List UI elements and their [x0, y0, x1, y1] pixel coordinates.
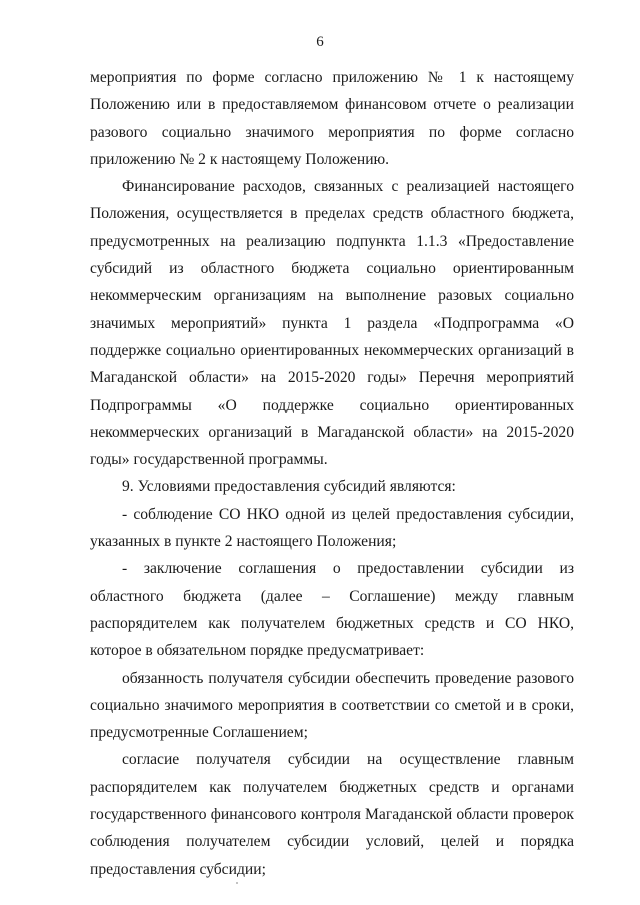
paragraph-financing: Финансирование расходов, связанных с реализацией настоящего Положения, осуществляется в пределах средств областного бюджета, предусмотренных на реализацию подпункта 1.1.3 «Предоставление субсидий из областного бюджета социально ориентированным некоммерческим организациям на выполнение разовых социально значимых мероприятий» пункта 1 раздела «Подпрограмма «О поддержке социально ориентированных некоммерческих организаций в Магаданской области» на 2015-2020 годы» Перечня мероприятий Подпрограммы «О поддержке социально ориентированных некоммерческих организаций в Магаданской области» на 2015-2020 годы» государственной программы. [90, 178, 574, 469]
page-number: 6 [316, 34, 324, 50]
paragraph-consent: согласие получателя субсидии на осуществление главным распорядителем как получателем бюджетных средств и органами государственного финансового контроля Магаданской области проверок соблюдения получателем субсидии условий, целей и порядка предоставления субсидии; [90, 751, 574, 878]
paragraph-obligation: обязанность получателя субсидии обеспечить проведение разового социально значимого мероприятия в соответствии со сметой и в сроки, предусмотренные Соглашением; [90, 669, 574, 742]
scan-artifact-dot [236, 882, 238, 884]
document-body [90, 64, 574, 883]
paragraph-condition-agreement: - заключение соглашения о предоставлении субсидии из областного бюджета (далее – Соглашение) между главным распорядителем как получателем бюджетных средств и СО НКО, которое в обязательном порядке предусматривает: [90, 560, 574, 660]
paragraph-report-forms: мероприятия по форме согласно приложению № 1 к настоящему Положению или в предоставляемом финансовом отчете о реализации разового социально значимого мероприятия по форме согласно приложению № 2 к настоящему Положению. [90, 69, 574, 168]
paragraph-condition-goals: - соблюдение СО НКО одной из целей предоставления субсидии, указанных в пункте 2 настоящего Положения; [90, 505, 574, 551]
paragraph-conditions-heading: 9. Условиями предоставления субсидий являются: [122, 478, 456, 496]
